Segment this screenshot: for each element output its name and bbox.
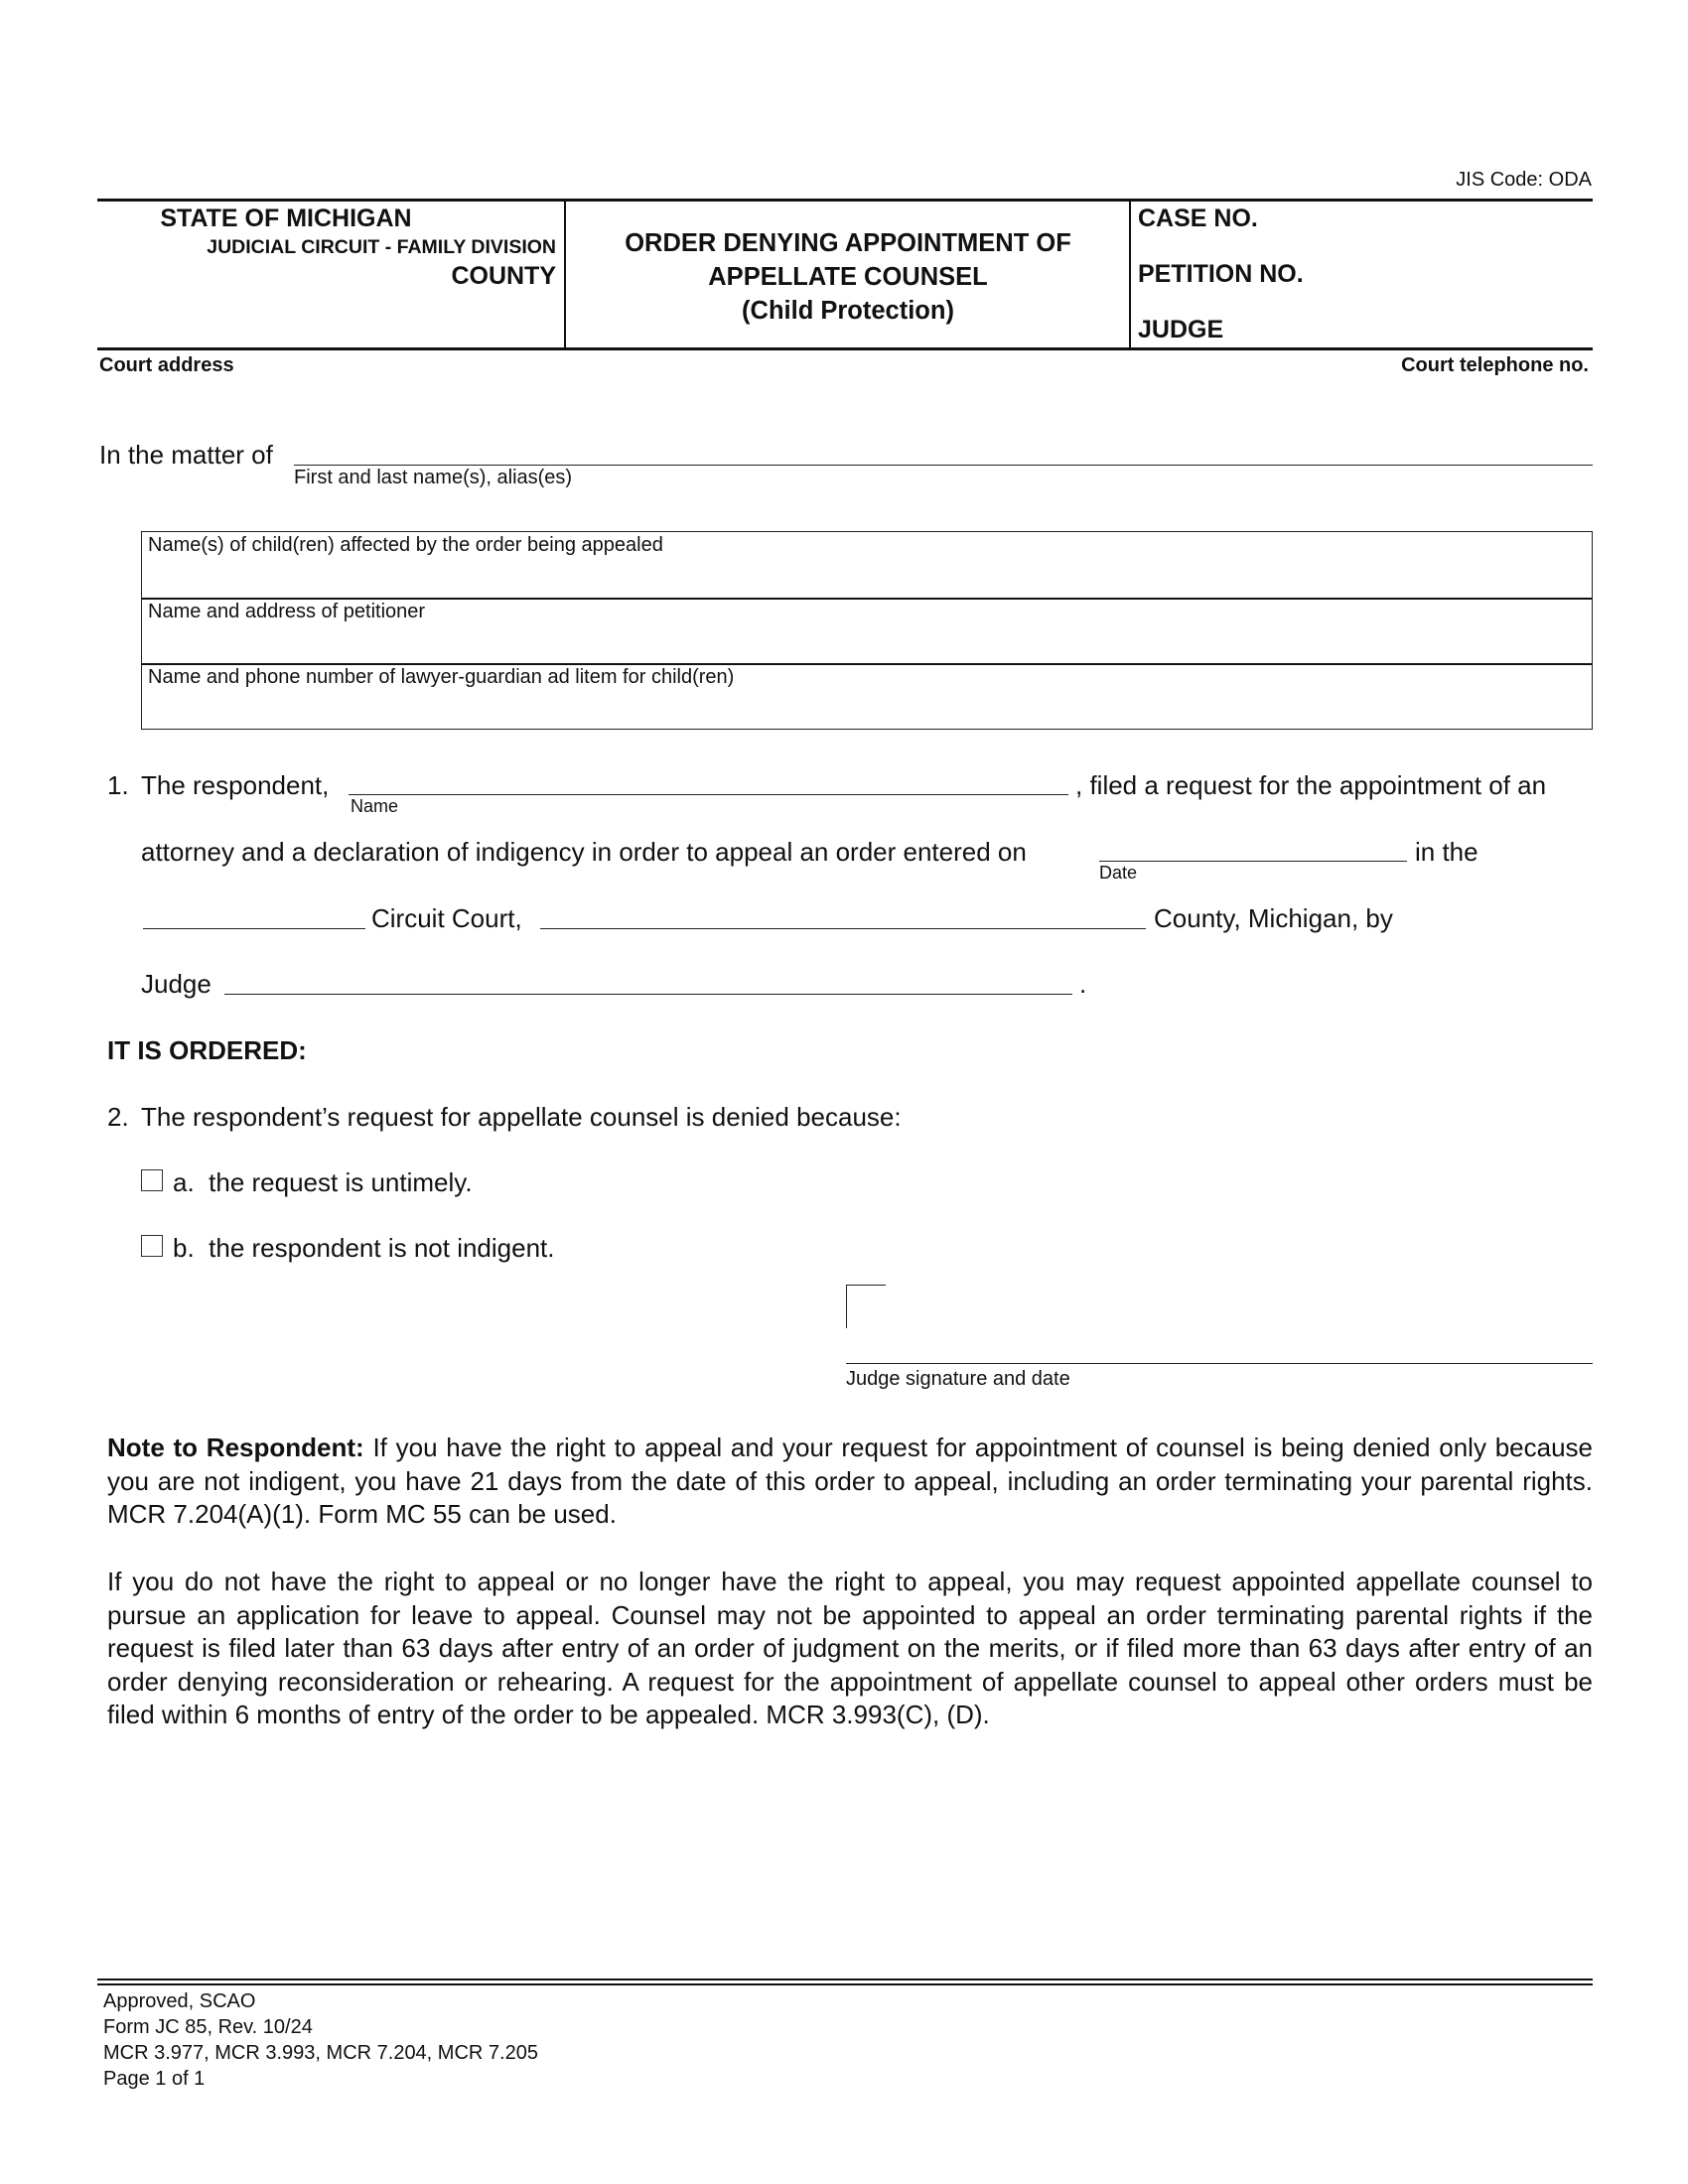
not-indigent-checkbox[interactable] [141,1235,163,1257]
header-bottom-rule [97,347,1593,350]
case-no-label: CASE NO. [1138,205,1258,232]
footer-block [103,1988,538,2092]
jis-code: JIS Code: ODA [1456,169,1592,191]
judge-signature-field[interactable] [846,1363,1593,1364]
court-telephone-label: Court telephone no. [1401,354,1589,376]
info-box-divider-1 [142,598,1592,600]
form-title-line2: APPELLATE COUNSEL [708,263,988,291]
footer-rule-2 [97,1983,1593,1985]
circuit-field[interactable] [143,928,365,929]
item1-text-h: . [1079,969,1087,999]
children-label: Name(s) of child(ren) affected by the order being appealed [148,534,663,556]
form-title-line3: (Child Protection) [742,297,954,325]
matter-sublabel: First and last name(s), alias(es) [294,467,573,488]
item2-number: 2. [107,1102,129,1132]
footer-court-rules: MCR 3.977, MCR 3.993, MCR 7.204, MCR 7.205 [103,2042,538,2064]
item1-name-label: Name [351,796,399,816]
note-heading: Note to Respondent: [107,1433,364,1462]
info-box [141,531,1593,730]
court-division: JUDICIAL CIRCUIT - FAMILY DIVISION [207,236,556,258]
form-title [566,226,1130,328]
footer-approved: Approved, SCAO [103,1990,256,2012]
item2-text: The respondent’s request for appellate counsel is denied because: [141,1102,902,1132]
option-a-label: a. the request is untimely. [173,1167,473,1197]
lgal-label: Name and phone number of lawyer-guardian ad litem for child(ren) [148,666,735,688]
form-title-line1: ORDER DENYING APPOINTMENT OF [625,229,1071,257]
footer-rule-1 [97,1979,1593,1980]
respondent-name-field[interactable] [349,794,1068,795]
item1-text-g: Judge [141,969,211,999]
county-label: COUNTY [451,262,556,290]
info-box-divider-2 [142,663,1592,665]
footer-page-number: Page 1 of 1 [103,2068,206,2090]
note-text: If you have the right to appeal and your request for appointment of counsel is being denied only because you are not indigent, you have 21 days from the date of this order to appeal, including an order terminating your parental rights. MCR 7.204(A)(1). Form MC 55 can be used. [107,1433,1593,1529]
item1-text-e: Circuit Court, [371,903,522,933]
ordered-heading: IT IS ORDERED: [107,1035,307,1065]
footer-form-number: Form JC 85, Rev. 10/24 [103,2016,313,2038]
petition-no-label: PETITION NO. [1138,260,1304,288]
option-b-label: b. the respondent is not indigent. [173,1233,555,1263]
item1-number: 1. [107,770,129,800]
untimely-checkbox[interactable] [141,1169,163,1191]
appeal-rights-paragraph: If you do not have the right to appeal or no longer have the right to appeal, you may request appointed appellate counsel to pursue an application for leave to appeal. Counsel may not be appointed to appeal an order terminating parental rights if the request is filed later than 63 days after entry of an order of judgment on the merits, or if filed more than 63 days after entry of an order denying reconsideration or rehearing. A request for the appointment of appellate counsel to appeal other orders must be filed within 6 months of entry of the order to be appealed. MCR 3.993(C), (D). [107,1567,1593,1729]
matter-name-field[interactable] [294,465,1593,466]
order-date-field[interactable] [1099,861,1407,862]
item1-text-b: , filed a request for the appointment of an [1075,770,1547,800]
judge-label: JUDGE [1138,316,1224,343]
header-divider-right [1129,200,1131,348]
item1-text-f: County, Michigan, by [1154,903,1393,933]
signature-label: Judge signature and date [846,1368,1070,1390]
note-paragraph [107,1432,1593,1532]
court-address-label: Court address [99,354,234,376]
item1-text-c: attorney and a declaration of indigency in order to appeal an order entered on [141,837,1027,867]
item1-date-label: Date [1099,863,1138,883]
county-field[interactable] [540,928,1146,929]
matter-label: In the matter of [99,440,273,470]
petitioner-label: Name and address of petitioner [148,601,426,622]
item1-text-a: The respondent, [141,770,330,800]
state-name: STATE OF MICHIGAN [160,205,412,232]
item1-text-d: in the [1415,837,1478,867]
seal-corner-mark [846,1285,886,1328]
header-top-rule [97,199,1593,202]
judge-name-field[interactable] [224,994,1072,995]
